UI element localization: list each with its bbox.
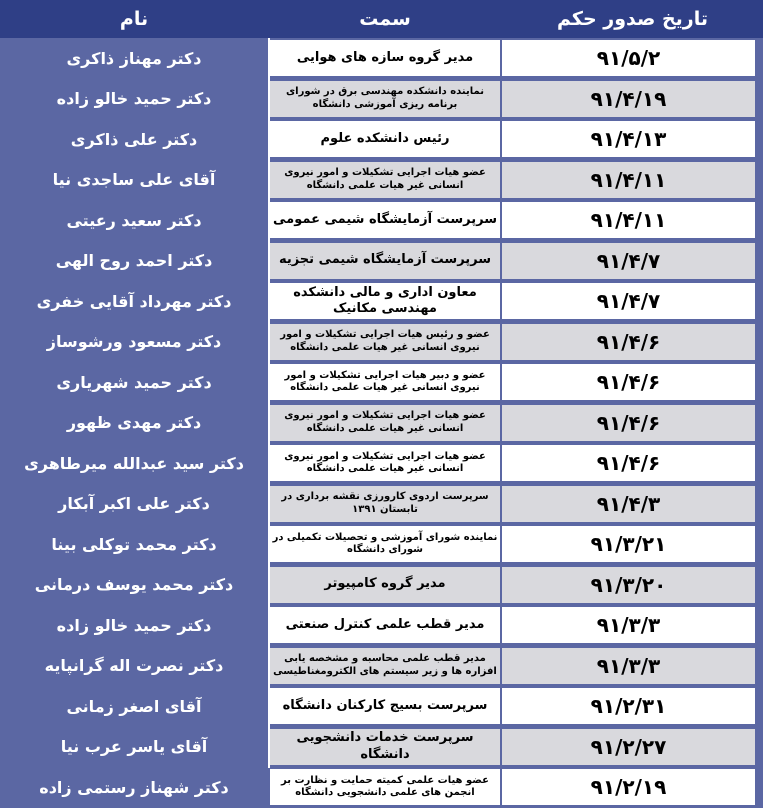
date-cell: ۹۱/۳/۳ <box>502 607 755 643</box>
position-cell: مدیر قطب علمی محاسبه و مشخصه یابی افزاره ها و زیر سیستم های الکترومغناطیسی <box>270 648 500 684</box>
name-cell: دکتر سید عبدالله میرطاهری <box>24 453 244 473</box>
table-header <box>0 0 763 38</box>
name-cell: دکتر علی اکبر آبکار <box>58 494 210 514</box>
table-row <box>0 119 763 160</box>
position-cell: مدیر گروه کامپیوتر <box>270 567 500 603</box>
date-cell: ۹۱/۴/۱۱ <box>502 162 755 198</box>
date-cell: ۹۱/۴/۶ <box>502 445 755 481</box>
position-cell: معاون اداری و مالی دانشکده مهندسی مکانیک <box>270 283 500 319</box>
date-cell: ۹۱/۴/۷ <box>502 243 755 279</box>
name-cell: دکتر مهدی ظهور <box>66 413 202 433</box>
position-cell: سرپرست اردوی کارورزی نقشه برداری در تابستان ۱۳۹۱ <box>270 486 500 522</box>
header-position: سمت <box>359 8 411 30</box>
table-row <box>0 646 763 687</box>
name-cell: دکتر شهناز رستمی زاده <box>39 777 229 797</box>
name-cell: دکتر سعید رعیتی <box>66 210 202 230</box>
date-cell: ۹۱/۲/۱۹ <box>502 769 755 805</box>
name-cell: آقای اصغر زمانی <box>66 696 202 716</box>
table-row <box>0 362 763 403</box>
table-row <box>0 322 763 363</box>
table-row <box>0 443 763 484</box>
position-cell: عضو هیات اجرایی تشکیلات و امور نیروی انسانی غیر هیات علمی دانشگاه <box>270 162 500 198</box>
position-cell: سرپرست بسیج کارکنان دانشگاه <box>270 688 500 724</box>
name-cell: آقای یاسر عرب نیا <box>60 737 208 757</box>
date-cell: ۹۱/۴/۳ <box>502 486 755 522</box>
position-cell: عضو هیات علمی کمیته حمایت و نظارت بر انجمن های علمی دانشجویی دانشگاه <box>270 769 500 805</box>
name-cell: دکتر مسعود ورشوساز <box>46 332 222 352</box>
position-cell: نماینده شورای آموزشی و تحصیلات تکمیلی در شورای دانشگاه <box>270 526 500 562</box>
position-cell: سرپرست آزمایشگاه شیمی عمومی <box>270 202 500 238</box>
name-cell: دکتر نصرت اله گرانپایه <box>44 656 224 676</box>
position-cell: مدیر گروه سازه های هوایی <box>270 40 500 76</box>
date-cell: ۹۱/۲/۳۱ <box>502 688 755 724</box>
table-row <box>0 565 763 606</box>
date-cell: ۹۱/۴/۶ <box>502 364 755 400</box>
position-cell: سرپرست آزمایشگاه شیمی تجزیه <box>270 243 500 279</box>
date-cell: ۹۱/۵/۲ <box>502 40 755 76</box>
position-cell: عضو و رئیس هیات اجرایی تشکیلات و امور نیروی انسانی غیر هیات علمی دانشگاه <box>270 324 500 360</box>
date-cell: ۹۱/۳/۲۱ <box>502 526 755 562</box>
position-cell: مدیر قطب علمی کنترل صنعتی <box>270 607 500 643</box>
position-cell: رئیس دانشکده علوم <box>270 121 500 157</box>
name-cell: دکتر حمید شهریاری <box>56 372 212 392</box>
position-cell: نماینده دانشکده مهندسی برق در شورای برنامه ریزی آموزشی دانشگاه <box>270 81 500 117</box>
date-cell: ۹۱/۳/۳ <box>502 648 755 684</box>
table-row <box>0 484 763 525</box>
name-cell: دکتر محمد توکلی بینا <box>51 534 217 554</box>
table-row <box>0 524 763 565</box>
date-cell: ۹۱/۴/۱۱ <box>502 202 755 238</box>
date-cell: ۹۱/۴/۶ <box>502 324 755 360</box>
table-row <box>0 281 763 322</box>
table-row <box>0 200 763 241</box>
name-cell: آقای علی ساجدی نیا <box>52 170 216 190</box>
date-cell: ۹۱/۴/۶ <box>502 405 755 441</box>
column-divider <box>268 38 270 768</box>
name-cell: دکتر مهرداد آقایی خفری <box>36 291 232 311</box>
table-row <box>0 241 763 282</box>
position-cell: عضو هیات اجرایی تشکیلات و امور نیروی انسانی غیر هیات علمی دانشگاه <box>270 405 500 441</box>
table-row <box>0 605 763 646</box>
date-cell: ۹۱/۴/۱۹ <box>502 81 755 117</box>
date-cell: ۹۱/۲/۲۷ <box>502 729 755 765</box>
table-row <box>0 38 763 79</box>
date-cell: ۹۱/۴/۷ <box>502 283 755 319</box>
name-cell: دکتر محمد یوسف درمانی <box>34 575 234 595</box>
name-cell: دکتر مهناز ذاکری <box>66 48 202 68</box>
table-row <box>0 79 763 120</box>
table-row <box>0 160 763 201</box>
date-cell: ۹۱/۴/۱۳ <box>502 121 755 157</box>
name-cell: دکتر احمد روح الهی <box>55 251 213 271</box>
position-cell: عضو و دبیر هیات اجرایی تشکیلات و امور نیروی انسانی غیر هیات علمی دانشگاه <box>270 364 500 400</box>
position-cell: سرپرست خدمات دانشجویی دانشگاه <box>270 729 500 765</box>
table-row <box>0 767 763 808</box>
table-row <box>0 403 763 444</box>
table-row <box>0 686 763 727</box>
position-cell: عضو هیات اجرایی تشکیلات و امور نیروی انسانی غیر هیات علمی دانشگاه <box>270 445 500 481</box>
date-cell: ۹۱/۳/۲۰ <box>502 567 755 603</box>
name-cell: دکتر علی ذاکری <box>70 129 198 149</box>
name-cell: دکتر حمید خالو زاده <box>56 615 212 635</box>
header-name: نام <box>119 8 149 30</box>
header-date: تاریخ صدور حکم <box>557 8 708 30</box>
table-row <box>0 727 763 768</box>
table-body <box>0 38 763 808</box>
name-cell: دکتر حمید خالو زاده <box>56 89 212 109</box>
